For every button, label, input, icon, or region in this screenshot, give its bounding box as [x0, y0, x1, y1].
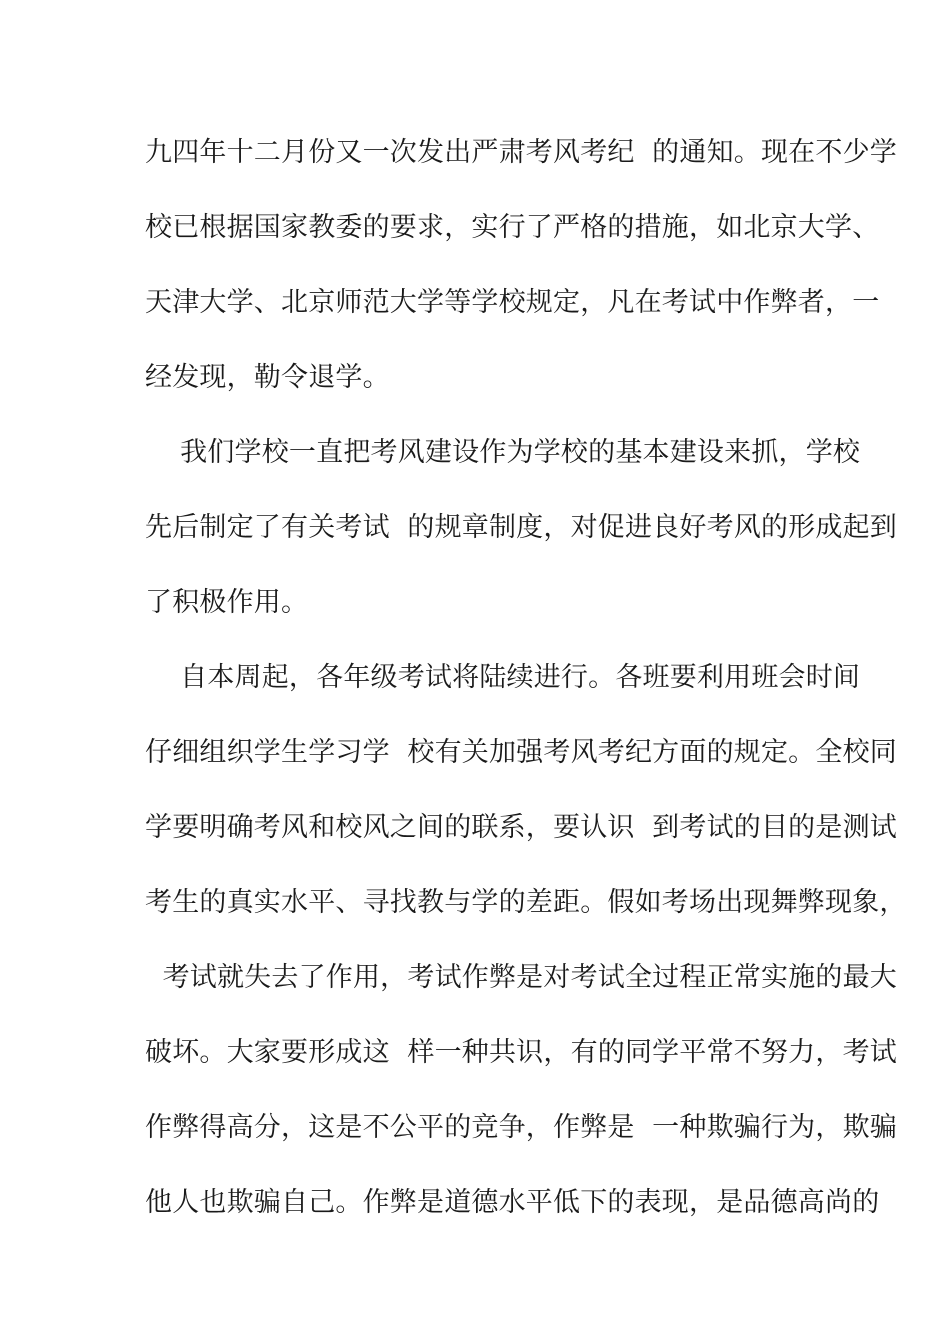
paragraph-start-line: 自本周起，各年级考试将陆续进行。各班要利用班会时间: [145, 662, 861, 693]
text-line: 校已根据国家教委的要求，实行了严格的措施，如北京大学、: [145, 212, 880, 243]
text-line: 考试就失去了作用，考试作弊是对考试全过程正常实施的最大: [145, 962, 897, 993]
text-line: 九四年十二月份又一次发出严肃考风考纪 的通知。现在不少学: [145, 137, 897, 168]
text-line: 了积极作用。: [145, 587, 309, 618]
paragraph-start-line: 我们学校一直把考风建设作为学校的基本建设来抓，学校: [145, 437, 861, 468]
text-line: 经发现，勒令退学。: [145, 362, 390, 393]
text-line: 先后制定了有关考试 的规章制度，对促进良好考风的形成起到: [145, 512, 897, 543]
text-line: 他人也欺骗自己。作弊是道德水平低下的表现，是品德高尚的: [145, 1187, 880, 1218]
text-line: 考生的真实水平、寻找教与学的差距。假如考场出现舞弊现象，: [145, 887, 907, 918]
text-line: 破坏。大家要形成这 样一种共识，有的同学平常不努力，考试: [145, 1037, 897, 1068]
text-line: 作弊得高分，这是不公平的竞争，作弊是 一种欺骗行为，欺骗: [145, 1112, 897, 1143]
text-line: 天津大学、北京师范大学等学校规定，凡在考试中作弊者，一: [145, 287, 880, 318]
text-line: 学要明确考风和校风之间的联系，要认识 到考试的目的是测试: [145, 812, 897, 843]
text-line: 仔细组织学生学习学 校有关加强考风考纪方面的规定。全校同: [145, 737, 897, 768]
